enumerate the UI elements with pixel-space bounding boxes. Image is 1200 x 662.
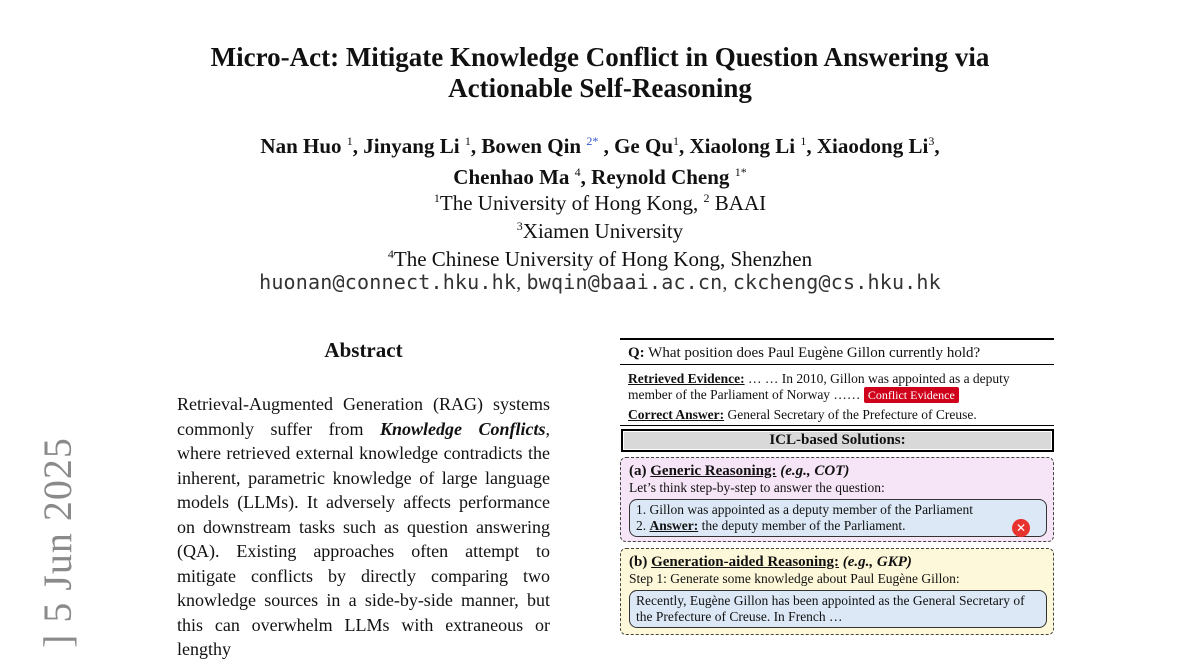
author-name: Xiaolong Li [689, 134, 796, 158]
author-list: Nan Huo $^1$, Jinyang Li $^1$, Bowen Qin $^{2*}$ , Ge Qu$^1$, Xiaolong Li $^1$, Xiaodong Li$^3$, Chenhao Ma $^4$, Reynold Cheng $^{1*}$ [260, 134, 940, 189]
email-link[interactable]: bwqin@baai.ac.cn [526, 270, 723, 294]
abstract-heading: Abstract [324, 338, 403, 362]
author-name: Ge Qu [614, 134, 674, 158]
affiliation-line-2: $^3$Xiamen University [516, 219, 684, 243]
correct-answer-text: General Secretary of the Prefecture of Creuse. [727, 407, 977, 422]
email-link[interactable]: huonan@connect.hku.hk [259, 270, 517, 294]
author-name: Xiaodong Li [816, 134, 929, 158]
email-list: huonan@connect.hku.hk, bwqin@baai.ac.cn, ckcheng@cs.hku.hk [259, 270, 941, 294]
author-name: Jinyang Li [363, 134, 460, 158]
affiliation-line-3: $^4$The Chinese University of Hong Kong, Shenzhen [387, 247, 813, 271]
author-name: Reynold Cheng [591, 165, 730, 189]
icl-header: ICL-based Solutions: [621, 429, 1054, 452]
question-box: Q: What position does Paul Eugène Gillon currently hold? [620, 338, 1054, 365]
conflict-evidence-badge: Conflict Evidence [864, 387, 959, 403]
title-line-2: Actionable Self-Reasoning [448, 73, 752, 103]
email-link[interactable]: ckcheng@cs.hku.hk [732, 270, 941, 294]
paper-title [0, 42, 1200, 104]
panel-generic-reasoning: (a) Generic Reasoning: (e.g., COT) Let’s think step-by-step to answer the question: 1. Gillon was appointed as a deputy member of the Parliament 2. Answer: the deputy member of the Parliament. ✕ [620, 457, 1054, 542]
reasoning-steps: 1. Gillon was appointed as a deputy member of the Parliament 2. Answer: the deputy member of the Parliament. ✕ [629, 499, 1047, 537]
panel-generation-aided-reasoning: (b) Generation-aided Reasoning: (e.g., GKP) Step 1: Generate some knowledge about Paul Eugène Gillon: Recently, Eugène Gillon has been appointed as the General Secretary of the Prefecture of Creuse. In French … [620, 548, 1054, 635]
evidence-text: … … In 2010, Gillon was appointed as a deputy member of the Parliament of Norway …… [628, 371, 1010, 402]
knowledge-conflicts-term: Knowledge Conflicts [380, 418, 546, 439]
affiliation-line-1: $^1$The University of Hong Kong, $^2$ BAAI [433, 191, 767, 215]
author-name: Nan Huo [260, 134, 342, 158]
evidence-box: Retrieved Evidence: … … In 2010, Gillon was appointed as a deputy member of the Parliament of Norway …… Conflict Evidence Correct Answer: General Secretary of the Prefecture of Creuse. [620, 365, 1054, 426]
arxiv-stamp: ] 5 Jun 2025 [35, 437, 80, 648]
title-line-1: Micro-Act: Mitigate Knowledge Conflict in Question Answering via [210, 42, 990, 72]
abstract-body: Retrieval-Augmented Generation (RAG) systems commonly suffer from Knowledge Conflicts, where retrieved external knowledge contradicts the inherent, parametric knowledge of large language models (LLMs). It adversely affects performance on downstream tasks such as question answering (QA). Existing approaches often attempt to mitigate conflicts by directly comparing two knowledge sources in a side-by-side manner, but this can overwhelm LLMs with extraneous or lengthy [177, 394, 550, 659]
figure-1 [620, 338, 1054, 635]
author-name: Chenhao Ma [453, 165, 570, 189]
generated-knowledge: Recently, Eugène Gillon has been appointed as the General Secretary of the Prefecture of Creuse. In French … [629, 590, 1047, 628]
wrong-answer-icon: ✕ [1012, 519, 1030, 537]
question-text: What position does Paul Eugène Gillon currently hold? [648, 345, 981, 361]
author-name: Bowen Qin [481, 134, 582, 158]
